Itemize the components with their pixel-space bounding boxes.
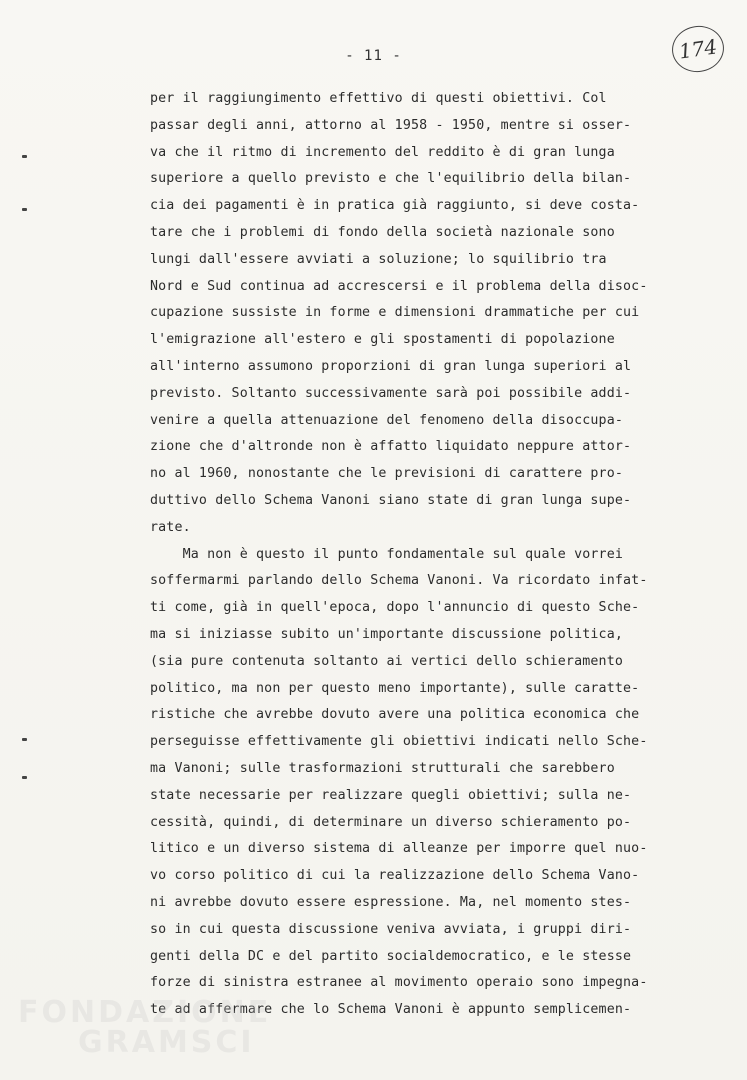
text-line: ristiche che avrebbe dovuto avere una politica economica che (150, 707, 640, 723)
text-line: so in cui questa discussione veniva avviata, i gruppi diri- (150, 921, 632, 937)
margin-punch-mark (22, 738, 27, 741)
text-line: ti come, già in quell'epoca, dopo l'annuncio di questo Sche- (150, 600, 640, 616)
archive-number: 174 (677, 34, 719, 64)
text-line: litico e un diverso sistema di alleanze per imporre quel nuo- (150, 841, 648, 857)
text-line: lungi dall'essere avviati a soluzione; lo squilibrio tra (150, 251, 607, 267)
body-text (150, 86, 690, 1024)
text-line: all'interno assumono proporzioni di gran lunga superiori al (150, 358, 632, 374)
text-line: cia dei pagamenti è in pratica già raggiunto, si deve costa- (150, 198, 640, 214)
text-line: ma si iniziasse subito un'importante discussione politica, (150, 626, 624, 642)
text-line: vo corso politico di cui la realizzazione dello Schema Vano- (150, 868, 640, 884)
text-line: Ma non è questo il punto fondamentale sul quale vorrei (150, 546, 624, 562)
text-line: (sia pure contenuta soltanto ai vertici dello schieramento (150, 653, 624, 669)
text-line: tare che i problemi di fondo della società nazionale sono (150, 224, 615, 240)
text-line: genti della DC e del partito socialdemocratico, e le stesse (150, 948, 632, 964)
text-line: forze di sinistra estranee al movimento operaio sono impegna- (150, 975, 648, 991)
margin-punch-mark (22, 155, 27, 158)
text-line: te ad affermare che lo Schema Vanoni è appunto semplicemen- (150, 1002, 632, 1018)
text-line: politico, ma non per questo meno importante), sulle caratte- (150, 680, 640, 696)
text-line: l'emigrazione all'estero e gli spostamenti di popolazione (150, 332, 615, 348)
watermark-line-1: FONDAZIONE (18, 995, 272, 1030)
text-line: zione che d'altronde non è affatto liquidato neppure attor- (150, 439, 632, 455)
archive-number-stamp (669, 23, 727, 76)
text-line: ni avrebbe dovuto essere espressione. Ma, nel momento stes- (150, 894, 632, 910)
text-line: superiore a quello previsto e che l'equilibrio della bilan- (150, 171, 632, 187)
text-line: Nord e Sud continua ad accrescersi e il problema della disoc- (150, 278, 648, 294)
text-line: venire a quella attenuazione del fenomeno della disoccupa- (150, 412, 624, 428)
page-number: - 11 - (345, 48, 402, 64)
archive-watermark (18, 995, 272, 1060)
text-line: soffermarmi parlando dello Schema Vanoni. Va ricordato infat- (150, 573, 648, 589)
text-line: va che il ritmo di incremento del reddito è di gran lunga (150, 144, 615, 160)
text-line: per il raggiungimento effettivo di questi obiettivi. Col (150, 91, 607, 106)
text-line: cupazione sussiste in forme e dimensioni drammatiche per cui (150, 305, 640, 321)
margin-punch-mark (22, 208, 27, 211)
text-line: ma Vanoni; sulle trasformazioni strutturali che sarebbero (150, 760, 615, 776)
text-line: previsto. Soltanto successivamente sarà poi possibile addi- (150, 385, 632, 401)
text-line: passar degli anni, attorno al 1958 - 1950, mentre si osser- (150, 117, 632, 133)
margin-punch-mark (22, 776, 27, 779)
text-line: cessità, quindi, di determinare un diverso schieramento po- (150, 814, 632, 830)
text-line: perseguisse effettivamente gli obiettivi indicati nello Sche- (150, 734, 648, 750)
text-line: duttivo dello Schema Vanoni siano state di gran lunga supe- (150, 492, 632, 508)
text-line: rate. (150, 519, 191, 535)
watermark-line-2: GRAMSCI (78, 1025, 255, 1060)
text-line: no al 1960, nonostante che le previsioni di carattere pro- (150, 466, 624, 482)
text-line: state necessarie per realizzare quegli obiettivi; sulla ne- (150, 787, 632, 803)
